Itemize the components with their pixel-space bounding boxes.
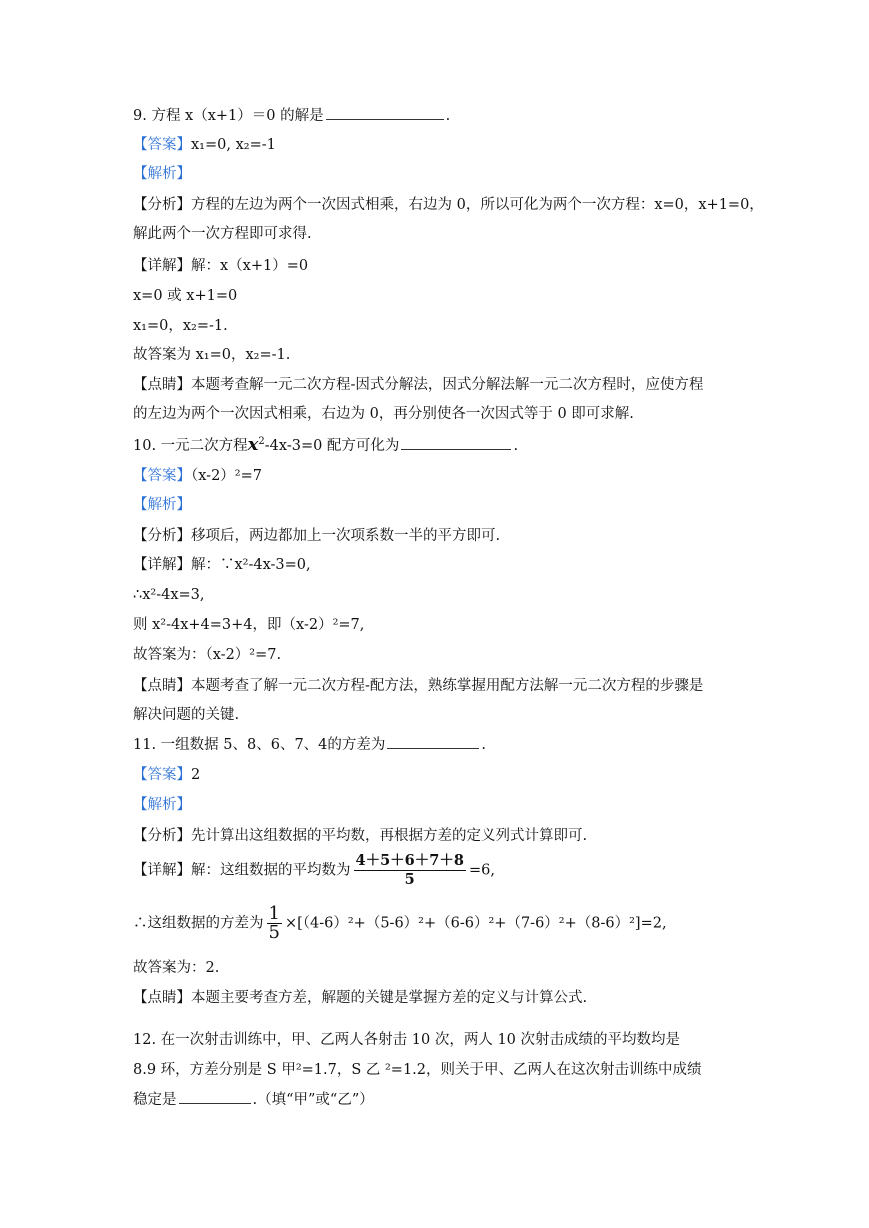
q12-question-text: 稳定是 [133, 1092, 177, 1108]
q12-question-end: .（填“甲”或“乙”） [252, 1092, 374, 1108]
q9-detail-2: x=0 或 x+1=0 [133, 288, 238, 304]
q10-question: 10. 一元二次方程$x^2-4x-3=0$ 配方可化为 . [133, 434, 519, 455]
q10-detail-1: 【详解】解：∵x²-4x-3=0, [133, 557, 311, 573]
q9-question-end: . [445, 108, 451, 124]
q10-question-end: . [513, 438, 519, 454]
q11-detail-1-result: =6, [468, 862, 495, 879]
q11-answer-blank [387, 735, 479, 749]
q9-question [133, 106, 450, 126]
q10-variable: x [247, 434, 259, 455]
q9-detail-1: 【详解】解：x（x+1）=0 [133, 258, 309, 274]
q10-detail-3: 则 x²-4x+4=3+4，即（x-2）²=7, [133, 617, 365, 633]
q9-answer: x₁=0, x₂=-1 [191, 137, 276, 153]
q11-mean-fraction [354, 852, 466, 889]
q11-analysis-tag: 【解析】 [133, 797, 191, 813]
q11-detail-2-formula: ×[（4-6）²+（5-6）²+（6-6）²+（7-6）²+（8-6）²]=2, [284, 915, 667, 932]
q11-question-end: . [481, 737, 487, 753]
q11-question-text: 11. 一组数据 5、8、6、7、4的方差为 [133, 737, 386, 753]
q10-question-mid: -4x-3=0 配方可化为 [264, 438, 400, 454]
q11-question [133, 735, 486, 755]
q9-fenxi: 【分析】方程的左边为两个一次因式相乘，右边为 0，所以可化为两个一次方程：x=0，x+1=0， [133, 197, 764, 213]
q12-question-line-1: 12. 在一次射击训练中，甲、乙两人各射击 10 次，两人 10 次射击成绩的平均数均是 [133, 1032, 681, 1048]
q12-answer-blank [179, 1090, 251, 1104]
q9-fenxi-cont: 解此两个一次方程即可求得. [133, 226, 312, 242]
q11-variance-denominator: 5 [268, 922, 280, 943]
q11-variance-fraction [267, 905, 282, 942]
q10-answer-line [133, 466, 262, 486]
q9-question-text: 9. 方程 x（x+1）＝0 的解是 [133, 108, 324, 124]
q11-answer-tag: 【答案】 [133, 767, 191, 783]
q9-dianjing-2: 的左边为两个一次因式相乘，右边为 0，再分别使各一次因式等于 0 即可求解. [133, 406, 634, 422]
q11-detail-1 [133, 852, 495, 889]
q11-answer: 2 [191, 767, 201, 783]
q10-dianjing-2: 解决问题的关键. [133, 707, 240, 723]
q10-question-text: 10. 一元二次方程 [133, 438, 248, 454]
q11-mean-denominator: 5 [404, 871, 415, 888]
q9-detail-3: x₁=0，x₂=-1. [133, 318, 228, 334]
q11-detail-2 [133, 905, 667, 942]
q11-fenxi: 【分析】先计算出这组数据的平均数，再根据方差的定义列式计算即可. [133, 828, 588, 844]
q10-answer-blank [401, 436, 511, 450]
q10-detail-4: 故答案为：（x-2）²=7. [133, 647, 282, 663]
q11-answer-line [133, 765, 200, 785]
q10-fenxi: 【分析】移项后，两边都加上一次项系数一半的平方即可. [133, 528, 501, 544]
q11-detail-3: 故答案为：2. [133, 960, 220, 976]
q9-answer-blank [326, 106, 444, 120]
q9-detail-4: 故答案为 x₁=0，x₂=-1. [133, 347, 291, 363]
q11-dianjing-1: 【点睛】本题主要考查方差，解题的关键是掌握方差的定义与计算公式. [133, 990, 588, 1006]
q11-detail-2-text: ∴这组数据的方差为 [133, 915, 264, 932]
q9-dianjing-1: 【点睛】本题考查解一元二次方程-因式分解法，因式分解法解一元二次方程时，应使方程 [133, 377, 704, 393]
q10-answer: （x-2）²=7 [191, 468, 262, 484]
q11-detail-1-text: 【详解】解：这组数据的平均数为 [133, 862, 351, 879]
q9-answer-line [133, 135, 276, 155]
q12-question-line-2: 8.9 环，方差分别是 S 甲²=1.7，S 乙 ²=1.2，则关于甲、乙两人在这次射击训练中成绩 [133, 1062, 702, 1078]
q10-detail-2: ∴x²-4x=3, [133, 587, 205, 603]
q11-mean-numerator: 4＋5＋6＋7＋8 [355, 852, 464, 869]
q10-dianjing-1: 【点睛】本题考查了解一元二次方程-配方法，熟练掌握用配方法解一元二次方程的步骤是 [133, 678, 704, 694]
q9-analysis-tag: 【解析】 [133, 166, 191, 182]
q11-variance-numerator: 1 [268, 903, 280, 924]
q10-answer-tag: 【答案】 [133, 468, 191, 484]
q9-answer-tag: 【答案】 [133, 137, 191, 153]
q10-analysis-tag: 【解析】 [133, 497, 191, 513]
q12-question-line-3 [133, 1090, 374, 1110]
